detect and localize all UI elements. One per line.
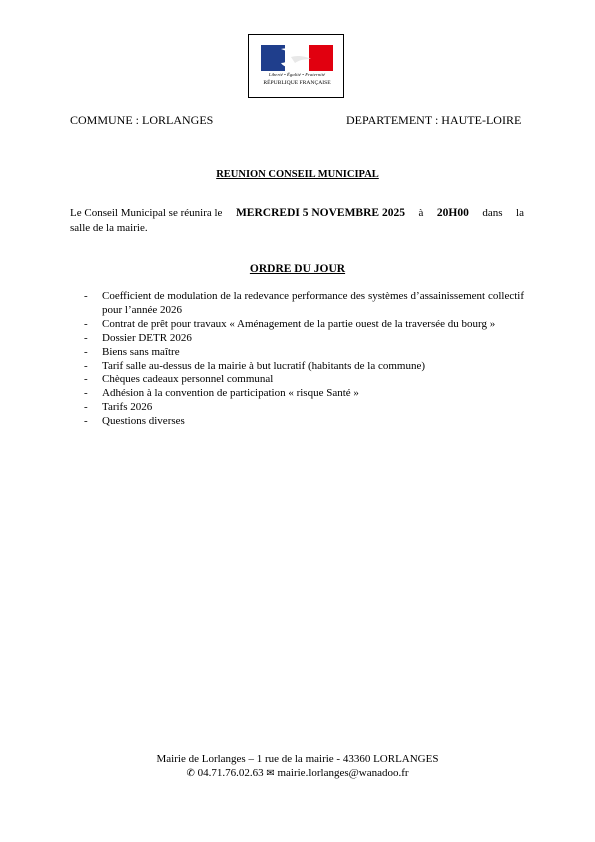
- footer-email[interactable]: mairie.lorlanges@wanadoo.fr: [277, 767, 409, 779]
- announcement-dans: dans: [482, 207, 503, 219]
- phone-icon: ✆: [186, 768, 195, 779]
- meeting-date: MERCREDI 5 NOVEMBRE 2025: [235, 207, 405, 219]
- footer-phone: 04.71.76.02.63: [197, 767, 264, 779]
- meeting-location: salle de la mairie.: [70, 222, 148, 234]
- logo-name: RÉPUBLIQUE FRANÇAISE: [263, 80, 331, 86]
- announcement-a: à: [418, 207, 424, 219]
- marianne-flag-icon: [261, 45, 333, 71]
- agenda-bullet: -: [84, 345, 88, 358]
- agenda-item-text: Chèques cadeaux personnel communal: [102, 373, 274, 386]
- agenda-title: ORDRE DU JOUR: [249, 263, 346, 275]
- agenda-item: [84, 318, 524, 332]
- republique-francaise-logo: [248, 34, 344, 98]
- agenda-item-text: Contrat de prêt pour travaux « Aménagement de la partie ouest de la traversée du bourg »: [102, 317, 496, 330]
- agenda-item-text: Tarif salle au-dessus de la mairie à but lucratif (habitants de la commune): [102, 359, 425, 372]
- agenda-item: [84, 387, 524, 401]
- agenda-bullet: -: [84, 387, 88, 400]
- agenda-item: [84, 373, 524, 387]
- envelope-icon: ✉: [266, 768, 275, 779]
- logo-motto: Liberté • Égalité • Fraternité: [268, 72, 326, 77]
- footer-address: Mairie de Lorlanges – 1 rue de la mairie - 43360 LORLANGES: [156, 753, 439, 765]
- agenda-item-text: Dossier DETR 2026: [102, 331, 192, 344]
- agenda-bullet: -: [84, 401, 88, 414]
- agenda-item: [84, 360, 524, 374]
- agenda-bullet: -: [84, 317, 88, 330]
- commune-label: COMMUNE : LORLANGES: [70, 113, 214, 127]
- agenda-item: [84, 290, 524, 318]
- departement-label: DEPARTEMENT : HAUTE-LOIRE: [346, 113, 522, 127]
- footer: [0, 752, 595, 781]
- agenda-bullet: -: [84, 331, 88, 344]
- footer-contact: [0, 766, 595, 781]
- agenda-item: [84, 332, 524, 346]
- agenda-item: [84, 415, 524, 429]
- agenda-bullet: -: [84, 359, 88, 372]
- agenda-item-text: Biens sans maître: [102, 345, 180, 358]
- agenda-bullet: -: [84, 373, 88, 386]
- announcement-text: Le Conseil Municipal se réunira le: [70, 207, 223, 219]
- agenda-item-text: Coefficient de modulation de la redevance performance des systèmes d’assainissement collectif pour l’année 2026: [102, 290, 524, 316]
- agenda-bullet: -: [84, 290, 88, 302]
- document-title: REUNION CONSEIL MUNICIPAL: [216, 169, 379, 180]
- agenda-list: [84, 290, 524, 429]
- announcement-la: la: [516, 207, 524, 219]
- agenda-item-text: Tarifs 2026: [102, 401, 153, 414]
- meeting-time: 20H00: [436, 207, 469, 219]
- agenda-item-text: Questions diverses: [102, 415, 185, 428]
- agenda-bullet: -: [84, 415, 88, 428]
- meeting-announcement: [70, 206, 524, 236]
- agenda-item: [84, 346, 524, 360]
- agenda-item: [84, 401, 524, 415]
- agenda-item-text: Adhésion à la convention de participation « risque Santé »: [102, 387, 359, 400]
